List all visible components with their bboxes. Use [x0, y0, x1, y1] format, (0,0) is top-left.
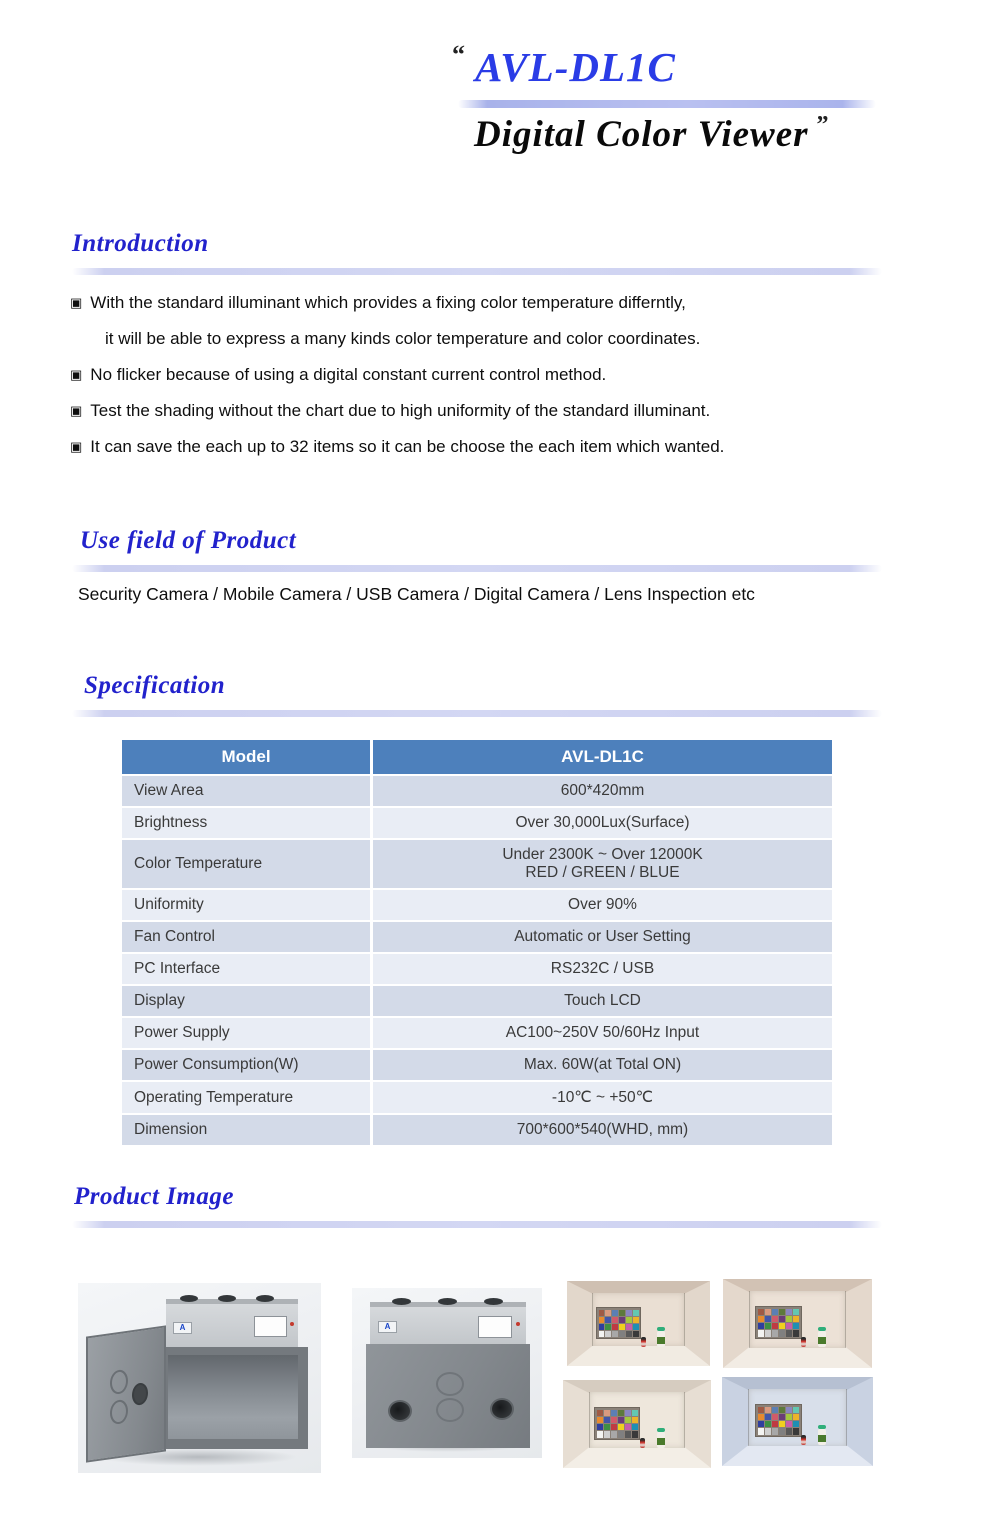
spec-label: Brightness — [122, 808, 370, 838]
cabinet-body — [366, 1344, 530, 1448]
product-photo-open-door — [78, 1283, 321, 1473]
bottle — [657, 1432, 665, 1448]
title-line — [452, 40, 876, 91]
cable-hole-icon — [388, 1400, 412, 1422]
table-row — [122, 1115, 832, 1145]
colorchecker-chart — [596, 1307, 641, 1339]
bullet-item — [70, 292, 930, 314]
spec-label: Power Supply — [122, 1018, 370, 1048]
figurine — [801, 1337, 806, 1347]
bullet-text: It can save the each up to 32 items so it can be choose the each item which wanted. — [90, 437, 725, 456]
section-title-specification: Specification — [84, 672, 226, 699]
cabinet-interior — [168, 1355, 298, 1439]
cabinet-door — [86, 1325, 166, 1462]
door-hole-icon — [110, 1369, 128, 1396]
column-header-model: Model — [122, 740, 370, 774]
vent-hole-icon — [484, 1298, 503, 1305]
spec-value-line2: RED / GREEN / BLUE — [525, 864, 680, 881]
booth-photo-neutral — [563, 1380, 711, 1468]
bullet-text: Test the shading without the chart due to high uniformity of the standard illuminant. — [90, 401, 711, 420]
spec-value: 700*600*540(WHD, mm) — [373, 1115, 832, 1145]
brand-logo: A — [173, 1322, 192, 1334]
spec-label: Uniformity — [122, 890, 370, 920]
open-quote: “ — [452, 40, 465, 69]
touch-lcd-screen — [478, 1316, 512, 1338]
section-title-introduction: Introduction — [72, 230, 209, 257]
spec-value: Touch LCD — [373, 986, 832, 1016]
booth-photo-cool — [722, 1377, 873, 1466]
cabinet-top-unit — [166, 1299, 298, 1352]
vent-hole-icon — [218, 1295, 236, 1302]
spec-label: Operating Temperature — [122, 1082, 370, 1113]
bottle — [657, 1331, 665, 1347]
power-button-icon — [516, 1322, 520, 1326]
introduction-bullet-list — [70, 292, 930, 472]
square-bullet-icon: ▣ — [70, 367, 83, 382]
specification-table — [119, 738, 835, 1147]
close-quote: ” — [816, 112, 829, 138]
door-hole-icon — [110, 1399, 128, 1426]
section-divider-bar — [72, 268, 882, 275]
vent-hole-icon — [256, 1295, 274, 1302]
bullet-text: No flicker because of using a digital constant current control method. — [90, 365, 607, 384]
brand-logo: A — [378, 1321, 397, 1333]
table-row — [122, 840, 832, 888]
spec-value: AC100~250V 50/60Hz Input — [373, 1018, 832, 1048]
spec-label: Dimension — [122, 1115, 370, 1145]
table-row — [122, 954, 832, 984]
figurine — [641, 1337, 646, 1347]
spec-label: Power Consumption(W) — [122, 1050, 370, 1080]
section-title-use-field: Use field of Product — [80, 527, 297, 554]
bottle — [818, 1429, 826, 1445]
table-row — [122, 922, 832, 952]
table-row — [122, 1018, 832, 1048]
table-row — [122, 890, 832, 920]
bullet-text: With the standard illuminant which provides a fixing color temperature differntly, — [90, 293, 686, 312]
section-divider-bar — [72, 1221, 882, 1228]
title-divider-bar — [458, 100, 876, 108]
figurine — [640, 1438, 645, 1448]
spec-label: PC Interface — [122, 954, 370, 984]
spec-value: Max. 60W(at Total ON) — [373, 1050, 832, 1080]
booth-photo-warm-2 — [723, 1279, 872, 1368]
spec-label: Color Temperature — [122, 840, 370, 888]
bullet-item — [70, 364, 930, 386]
spec-value: Automatic or User Setting — [373, 922, 832, 952]
figurine — [801, 1435, 806, 1445]
spec-value-line1: Under 2300K ~ Over 12000K — [502, 846, 703, 863]
booth-photo-warm-1 — [567, 1281, 710, 1366]
table-header-row — [122, 740, 832, 774]
product-photo-closed — [352, 1288, 542, 1458]
knockout-circle-icon — [436, 1372, 464, 1396]
use-field-text: Security Camera / Mobile Camera / USB Camera / Digital Camera / Lens Inspection etc — [78, 584, 755, 604]
spec-label: View Area — [122, 776, 370, 806]
square-bullet-icon: ▣ — [70, 439, 83, 454]
colorchecker-chart — [755, 1404, 802, 1437]
spec-value: Over 30,000Lux(Surface) — [373, 808, 832, 838]
cable-hole-icon — [490, 1398, 514, 1420]
cabinet-body — [158, 1347, 308, 1449]
table-row — [122, 776, 832, 806]
knockout-circle-icon — [436, 1398, 464, 1422]
spec-value: RS232C / USB — [373, 954, 832, 984]
bullet-item — [70, 436, 930, 458]
touch-lcd-screen — [254, 1316, 287, 1337]
subtitle-line — [452, 112, 876, 156]
spec-label: Fan Control — [122, 922, 370, 952]
spec-label: Display — [122, 986, 370, 1016]
table-row — [122, 808, 832, 838]
square-bullet-icon: ▣ — [70, 403, 83, 418]
table-row — [122, 986, 832, 1016]
colorchecker-chart — [755, 1306, 802, 1339]
table-row — [122, 1082, 832, 1113]
product-image-gallery — [0, 1278, 1000, 1478]
bullet-item — [70, 400, 930, 422]
bullet-text: it will be able to express a many kinds color temperature and color coordinates. — [105, 329, 701, 348]
spec-value: -10℃ ~ +50℃ — [373, 1082, 832, 1113]
page-title: AVL-DL1C — [475, 44, 676, 90]
table-row — [122, 1050, 832, 1080]
column-header-value: AVL-DL1C — [373, 740, 832, 774]
vent-hole-icon — [392, 1298, 411, 1305]
vent-hole-icon — [180, 1295, 198, 1302]
spec-value: 600*420mm — [373, 776, 832, 806]
square-bullet-icon: ▣ — [70, 295, 83, 310]
spec-value — [373, 840, 832, 888]
bullet-item-continuation — [70, 328, 930, 350]
bottle — [818, 1331, 826, 1347]
section-divider-bar — [72, 710, 882, 717]
spec-value: Over 90% — [373, 890, 832, 920]
document-header — [452, 40, 876, 156]
colorchecker-chart — [594, 1407, 640, 1440]
section-title-product-image: Product Image — [74, 1183, 234, 1210]
page-subtitle: Digital Color Viewer — [474, 114, 809, 155]
vent-hole-icon — [438, 1298, 457, 1305]
door-hole-icon — [132, 1382, 148, 1406]
cabinet-top-unit — [370, 1302, 526, 1349]
section-divider-bar — [72, 565, 882, 572]
power-button-icon — [290, 1322, 294, 1326]
